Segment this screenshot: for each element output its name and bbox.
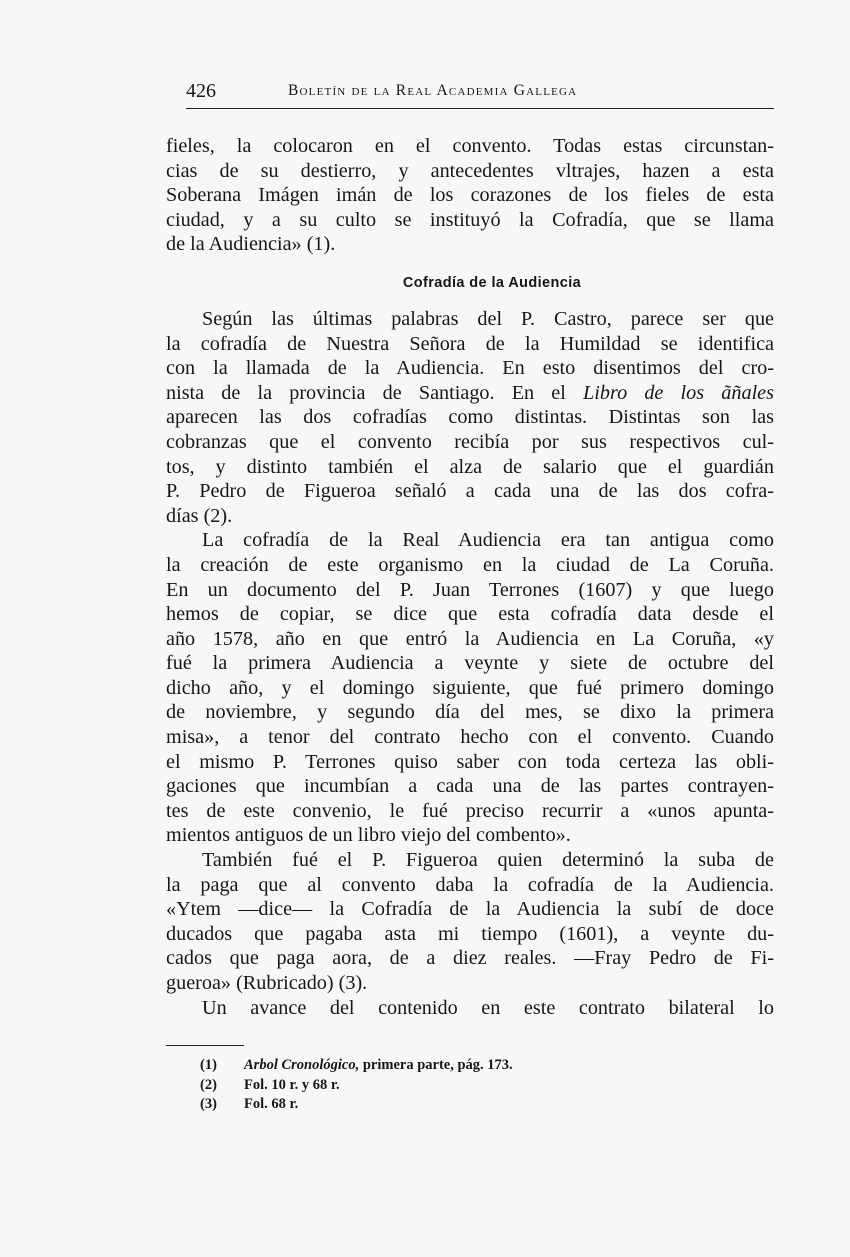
text-line: cobranzas que el convento recibía por sus respectivos cul-	[166, 430, 774, 453]
body-text	[166, 134, 774, 1020]
text-line: gaciones que incumbían a cada una de las partes contrayen-	[166, 775, 774, 798]
text-line: días (2).	[166, 504, 233, 527]
text-fragment: nista de la provincia de Santiago. En el	[166, 381, 584, 404]
footnote-number: (1)	[200, 1057, 217, 1073]
text-line: dicho año, y el domingo siguiente, que fué primero domingo	[166, 676, 774, 699]
paragraph-4	[166, 848, 774, 996]
text-line: tes de este convenio, le fué preciso recurrir a «unos apunta-	[166, 799, 774, 822]
text-line: En un documento del P. Juan Terrones (1607) y que luego	[166, 578, 774, 601]
text-line: la creación de este organismo en la ciudad de La Coruña.	[166, 553, 774, 576]
footnotes	[200, 1056, 760, 1115]
text-line: tos, y distinto también el alza de salario que el guardián	[166, 455, 774, 478]
paragraph-5	[166, 996, 774, 1021]
footnote-text: Fol. 68 r.	[244, 1096, 299, 1112]
footnote-number: (3)	[200, 1096, 217, 1112]
footnote	[200, 1056, 760, 1076]
text-line: ducados que pagaba asta mi tiempo (1601), a veynte du-	[166, 922, 774, 945]
footnote-text: primera parte, pág. 173.	[359, 1057, 513, 1073]
text-line: año 1578, año en que entró la Audiencia en La Coruña, «y	[166, 627, 774, 650]
text-line: aparecen las dos cofradías como distintas. Distintas son las	[166, 406, 774, 429]
paragraph-2	[166, 307, 774, 528]
footnote-text: Fol. 10 r. y 68 r.	[244, 1076, 340, 1093]
footnote-divider	[166, 1045, 244, 1046]
text-line: «Ytem —dice— la Cofradía de la Audiencia la subí de doce	[166, 898, 774, 921]
paragraph-1	[166, 134, 774, 257]
text-line: misa», a tenor del contrato hecho con el convento. Cuando	[166, 726, 774, 749]
text-line: También fué el P. Figueroa quien determinó la suba de	[202, 849, 774, 872]
text-line: el mismo P. Terrones quiso saber con toda certeza las obli-	[166, 750, 774, 773]
text-line: fué la primera Audiencia a veynte y siete de octubre del	[166, 652, 774, 675]
text-line: fieles, la colocaron en el convento. Todas estas circunstan-	[166, 135, 774, 157]
text-line: de la Audiencia» (1).	[166, 233, 336, 256]
text-line	[166, 381, 774, 406]
footnote-title: Arbol Cronológico,	[244, 1057, 360, 1073]
page-number: 426	[186, 80, 216, 102]
text-line: P. Pedro de Figueroa señaló a cada una de las dos cofra-	[166, 480, 774, 503]
paragraph-3	[166, 528, 774, 848]
text-line: con la llamada de la Audiencia. En esto disentimos del cro-	[166, 357, 774, 380]
text-line: La cofradía de la Real Audiencia era tan antigua como	[202, 529, 774, 552]
text-line: Según las últimas palabras del P. Castro, parece ser que	[202, 307, 774, 330]
text-line: la cofradía de Nuestra Señora de la Humildad se identifica	[166, 332, 774, 355]
running-title: Boletín de la Real Academia Gallega	[288, 82, 578, 99]
footnote	[200, 1076, 760, 1096]
text-line: cias de su destierro, y antecedentes vltrajes, hazen a esta	[166, 159, 774, 182]
text-line: de noviembre, y segundo día del mes, se dixo la primera	[166, 701, 774, 724]
text-line: hemos de copiar, se dice que esta cofradía data desde el	[166, 603, 774, 626]
text-line: mientos antiguos de un libro viejo del combento».	[166, 824, 571, 847]
footnote	[200, 1095, 760, 1115]
section-heading: Cofradía de la Audiencia	[402, 274, 582, 291]
text-line: la paga que al convento daba la cofradía de la Audiencia.	[166, 873, 774, 896]
text-line: gueroa» (Rubricado) (3).	[166, 972, 368, 994]
text-line: Un avance del contenido en este contrato bilateral lo	[202, 996, 774, 1019]
text-line: cados que paga aora, de a diez reales. —Fray Pedro de Fi-	[166, 947, 774, 970]
footnote-number: (2)	[200, 1076, 217, 1093]
book-title: Libro de los ãñales	[583, 381, 774, 404]
text-line: ciudad, y a su culto se instituyó la Cofradía, que se llama	[166, 208, 774, 231]
page-header	[186, 78, 774, 109]
text-line: Soberana Imágen imán de los corazones de los fieles de esta	[166, 184, 774, 207]
